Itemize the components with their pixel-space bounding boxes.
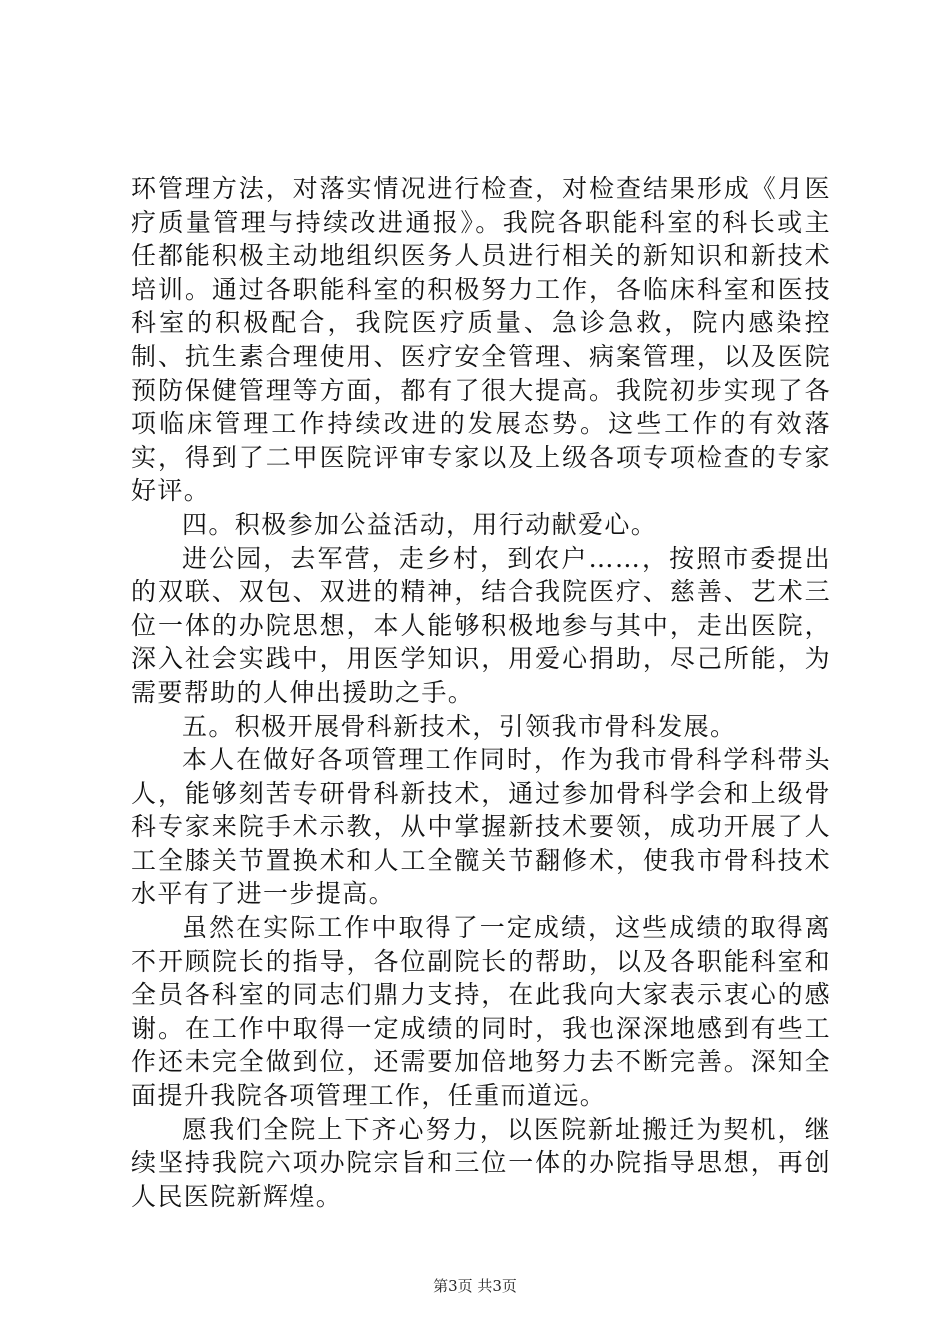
paragraph-orthopedics: 本人在做好各项管理工作同时，作为我市骨科学科带头人，能够刻苦专研骨科新技术，通过参加骨科学会和上级骨科专家来院手术示教，从中掌握新技术要领，成功开展了人工全膝关节置换术和人工全髋关节翻修术，使我市骨科技术水平有了进一步提高。 — [131, 745, 831, 909]
section-heading-five: 五。积极开展骨科新技术，引领我市骨科发展。 — [182, 711, 737, 741]
page-number-footer: 第3页 共3页 — [433, 1277, 517, 1295]
paragraph-public-welfare: 进公园，去军营，走乡村，到农户……，按照市委提出的双联、双包、双进的精神，结合我院医疗、慈善、艺术三位一体的办院思想，本人能够积极地参与其中，走出医院，深入社会实践中，用医学知识，用爱心捐助，尽己所能，为需要帮助的人伸出援助之手。 — [131, 543, 831, 707]
paragraph-continued: 环管理方法，对落实情况进行检查，对检查结果形成《月医疗质量管理与持续改进通报》。我院各职能科室的科长或主任都能积极主动地组织医务人员进行相关的新知识和新技术培训。通过各职能科室的积极努力工作，各临床科室和医技科室的积极配合，我院医疗质量、急诊急救，院内感染控制、抗生素合理使用、医疗安全管理、病案管理，以及医院预防保健管理等方面，都有了很大提高。我院初步实现了各项临床管理工作持续改进的发展态势。这些工作的有效落实，得到了二甲医院评审专家以及上级各项专项检查的专家好评。 — [131, 174, 831, 506]
document-body — [131, 172, 831, 1213]
paragraph-closing: 愿我们全院上下齐心努力，以医院新址搬迁为契机，继续坚持我院六项办院宗旨和三位一体的办院指导思想，再创人民医院新辉煌。 — [131, 1114, 831, 1211]
paragraph-thanks: 虽然在实际工作中取得了一定成绩，这些成绩的取得离不开顾院长的指导，各位副院长的帮助，以及各职能科室和全员各科室的同志们鼎力支持，在此我向大家表示衷心的感谢。在工作中取得一定成绩的同时，我也深深地感到有些工作还未完全做到位，还需要加倍地努力去不断完善。深知全面提升我院各项管理工作，任重而道远。 — [131, 913, 831, 1111]
section-heading-four: 四。积极参加公益活动，用行动献爱心。 — [182, 509, 658, 539]
